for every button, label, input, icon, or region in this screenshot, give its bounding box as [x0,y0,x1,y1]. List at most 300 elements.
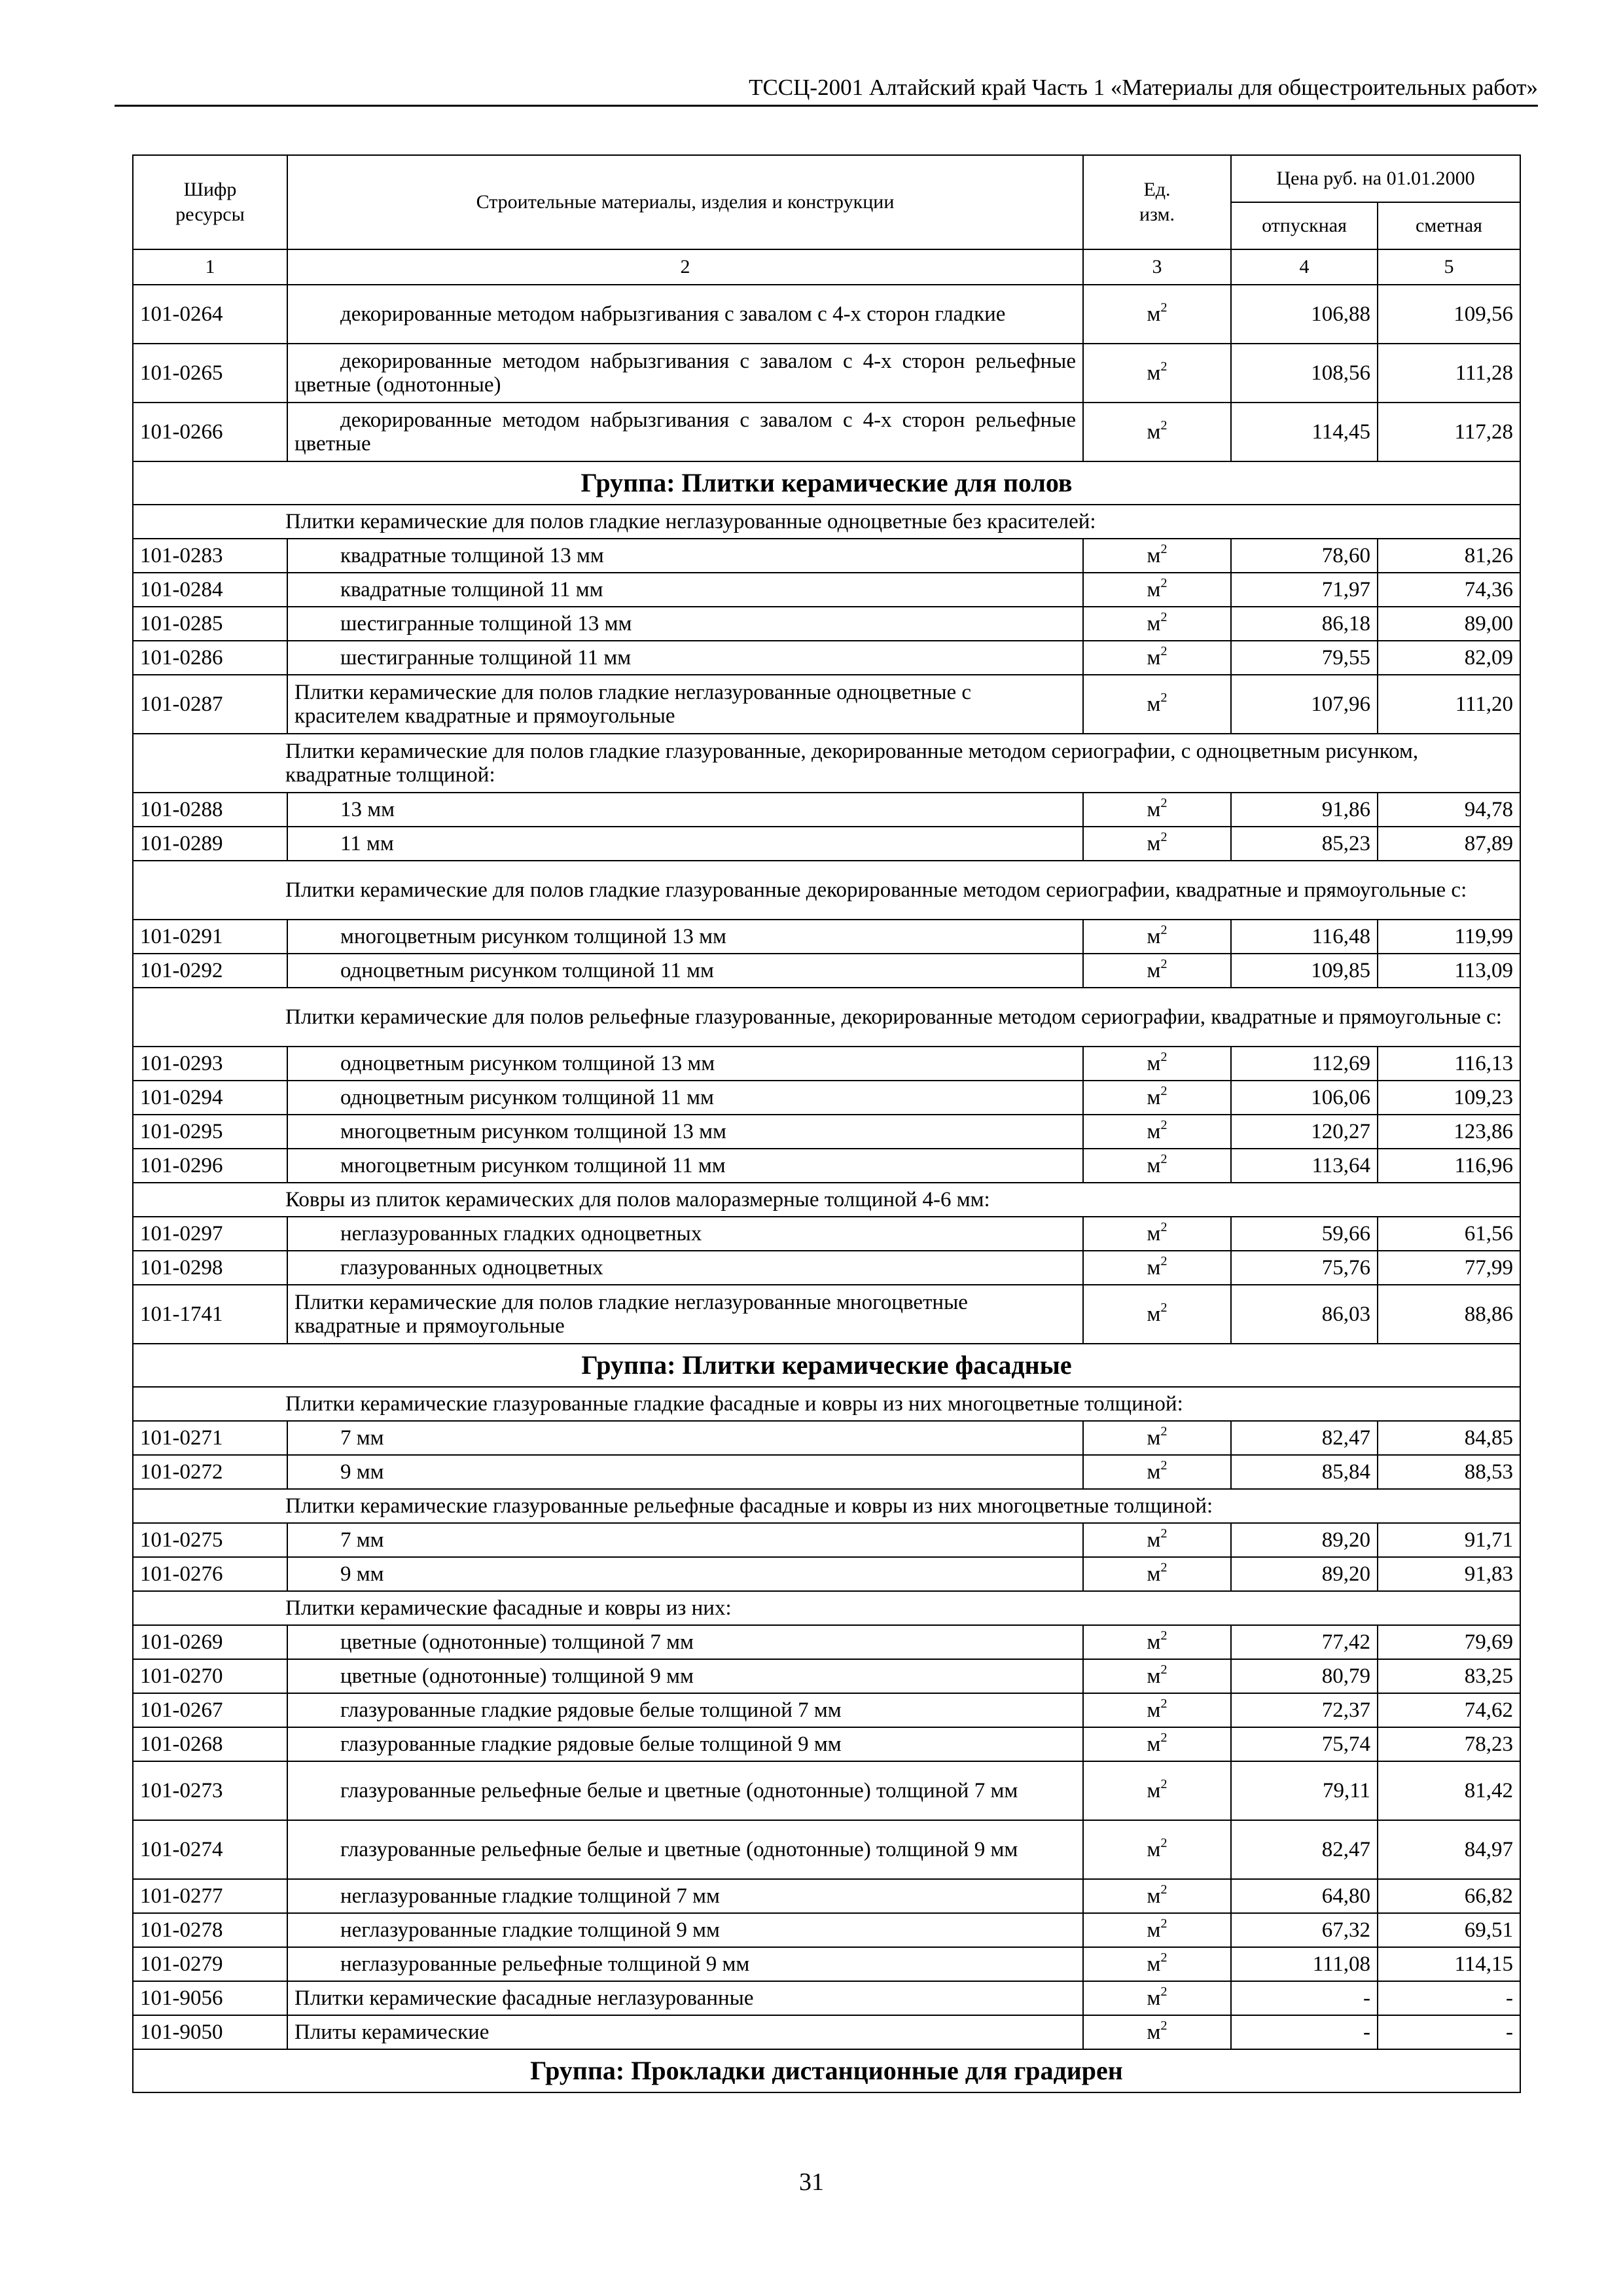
table-row [133,1727,1520,1761]
material-name: неглазурованных гладких одноцветных [287,1217,1083,1251]
estimate-price: 114,15 [1378,1947,1520,1981]
estimate-price: 89,00 [1378,607,1520,641]
material-name: шестигранные толщиной 11 мм [287,641,1083,675]
page-number: 31 [799,2168,824,2196]
release-price: 85,84 [1231,1455,1378,1489]
subheading-row [133,505,1520,539]
group-heading: Группа: Плитки керамические для полов [133,461,1520,505]
estimate-price: 82,09 [1378,641,1520,675]
unit-exponent: 2 [1160,1882,1168,1897]
material-name: многоцветным рисунком толщиной 13 мм [287,1115,1083,1149]
release-price: 71,97 [1231,573,1378,607]
resource-code: 101-0274 [133,1820,287,1879]
table-row [133,954,1520,988]
unit-exponent: 2 [1160,644,1168,658]
subheading-text: Плитки керамические для полов гладкие глазурованные декорированные методом сериографии, квадратные и прямоугольные с: [133,861,1520,920]
subheading-row [133,1591,1520,1625]
release-price: 75,76 [1231,1251,1378,1285]
unit-cell [1083,793,1231,827]
unit-text: м [1147,1460,1161,1484]
material-name: квадратные толщиной 13 мм [287,539,1083,573]
estimate-price: 94,78 [1378,793,1520,827]
estimate-price: 84,97 [1378,1820,1520,1879]
unit-cell [1083,1693,1231,1727]
table-row [133,827,1520,861]
resource-code: 101-0267 [133,1693,287,1727]
table-row [133,1557,1520,1591]
table-row [133,1047,1520,1081]
unit-cell [1083,1115,1231,1149]
unit-cell [1083,1879,1231,1913]
estimate-price: 74,36 [1378,573,1520,607]
material-name: глазурованные гладкие рядовые белые толщиной 7 мм [287,1693,1083,1727]
unit-text: м [1147,1779,1161,1803]
table-row [133,539,1520,573]
unit-text: м [1147,1732,1161,1756]
material-name: Плитки керамические для полов гладкие неглазурованные одноцветные с красителем квадратные и прямоугольные [287,675,1083,734]
table-row [133,1625,1520,1659]
unit-cell [1083,1285,1231,1344]
unit-cell [1083,1251,1231,1285]
header-price-estimate: сметная [1378,202,1520,249]
unit-cell [1083,403,1231,461]
unit-exponent: 2 [1160,1424,1168,1439]
estimate-price: 69,51 [1378,1913,1520,1947]
table-row [133,1693,1520,1727]
estimate-price: - [1378,1981,1520,2015]
resource-code: 101-0296 [133,1149,287,1183]
table-row [133,1913,1520,1947]
unit-text: м [1147,959,1161,982]
unit-exponent: 2 [1160,1526,1168,1541]
unit-exponent: 2 [1160,610,1168,624]
unit-exponent: 2 [1160,1458,1168,1473]
header-price: Цена руб. на 01.01.2000 [1231,155,1520,202]
release-price: 106,06 [1231,1081,1378,1115]
group-heading-row [133,461,1520,505]
estimate-price: 119,99 [1378,920,1520,954]
unit-cell [1083,1047,1231,1081]
resource-code: 101-0287 [133,675,287,734]
column-number: 2 [287,249,1083,285]
resource-code: 101-0284 [133,573,287,607]
unit-cell [1083,641,1231,675]
unit-exponent: 2 [1160,1220,1168,1234]
price-table [132,154,1521,2093]
unit-exponent: 2 [1160,1836,1168,1850]
unit-text: м [1147,420,1161,444]
table-row [133,675,1520,734]
unit-cell [1083,1659,1231,1693]
release-price: 109,85 [1231,954,1378,988]
resource-code: 101-0297 [133,1217,287,1251]
subheading-text: Плитки керамические глазурованные рельефные фасадные и ковры из них многоцветные толщиной: [133,1489,1520,1523]
unit-cell [1083,1149,1231,1183]
table-body [133,285,1520,2092]
material-name: глазурованных одноцветных [287,1251,1083,1285]
estimate-price: 113,09 [1378,954,1520,988]
material-name: многоцветным рисунком толщиной 11 мм [287,1149,1083,1183]
material-name: одноцветным рисунком толщиной 11 мм [287,1081,1083,1115]
estimate-price: 116,13 [1378,1047,1520,1081]
unit-exponent: 2 [1160,418,1168,433]
unit-text: м [1147,925,1161,948]
unit-text: м [1147,1986,1161,2010]
resource-code: 101-0271 [133,1421,287,1455]
unit-text: м [1147,1664,1161,1688]
unit-exponent: 2 [1160,1916,1168,1931]
material-name: декорированные методом набрызгивания с завалом с 4-х сторон гладкие [287,285,1083,344]
unit-cell [1083,1523,1231,1557]
unit-text: м [1147,1256,1161,1280]
estimate-price: - [1378,2015,1520,2049]
subheading-row [133,1183,1520,1217]
estimate-price: 84,85 [1378,1421,1520,1455]
unit-text: м [1147,1562,1161,1586]
release-price: 75,74 [1231,1727,1378,1761]
release-price: 107,96 [1231,675,1378,734]
unit-text: м [1147,1630,1161,1654]
resource-code: 101-0298 [133,1251,287,1285]
table-row [133,2015,1520,2049]
unit-exponent: 2 [1160,1050,1168,1064]
unit-exponent: 2 [1160,1118,1168,1132]
estimate-price: 81,26 [1378,539,1520,573]
resource-code: 101-0288 [133,793,287,827]
release-price: 116,48 [1231,920,1378,954]
unit-text: м [1147,832,1161,855]
unit-cell [1083,1820,1231,1879]
unit-cell [1083,1625,1231,1659]
unit-cell [1083,920,1231,954]
resource-code: 101-0270 [133,1659,287,1693]
subheading-text: Плитки керамические для полов гладкие глазурованные, декорированные методом сериографии, с одноцветным рисунком, квадратные толщиной: [133,734,1520,793]
estimate-price: 83,25 [1378,1659,1520,1693]
subheading-row [133,988,1520,1047]
group-heading: Группа: Плитки керамические фасадные [133,1344,1520,1387]
resource-code: 101-0265 [133,344,287,403]
table-row [133,1523,1520,1557]
material-name: 9 мм [287,1557,1083,1591]
table-row [133,1879,1520,1913]
unit-exponent: 2 [1160,1300,1168,1315]
unit-text: м [1147,1884,1161,1908]
header-title: ТССЦ-2001 Алтайский край Часть 1 «Материалы для общестроительных работ» [749,75,1538,100]
unit-exponent: 2 [1160,830,1168,844]
release-price: 80,79 [1231,1659,1378,1693]
unit-text: м [1147,798,1161,821]
estimate-price: 91,71 [1378,1523,1520,1557]
unit-text: м [1147,302,1161,326]
unit-exponent: 2 [1160,1731,1168,1745]
estimate-price: 111,20 [1378,675,1520,734]
unit-cell [1083,1981,1231,2015]
table-row [133,1455,1520,1489]
unit-cell [1083,1557,1231,1591]
table-row [133,1421,1520,1455]
material-name: 7 мм [287,1523,1083,1557]
estimate-price: 61,56 [1378,1217,1520,1251]
table-row [133,1081,1520,1115]
resource-code: 101-0273 [133,1761,287,1820]
release-price: 85,23 [1231,827,1378,861]
unit-cell [1083,827,1231,861]
material-name: 7 мм [287,1421,1083,1455]
release-price: 64,80 [1231,1879,1378,1913]
unit-cell [1083,1455,1231,1489]
resource-code: 101-9056 [133,1981,287,2015]
unit-exponent: 2 [1160,1662,1168,1677]
material-name: глазурованные рельефные белые и цветные (однотонные) толщиной 9 мм [287,1820,1083,1879]
table-row [133,403,1520,461]
material-name: глазурованные рельефные белые и цветные (однотонные) толщиной 7 мм [287,1761,1083,1820]
release-price: 114,45 [1231,403,1378,461]
material-name: цветные (однотонные) толщиной 7 мм [287,1625,1083,1659]
unit-text: м [1147,1120,1161,1143]
unit-cell [1083,1727,1231,1761]
unit-cell [1083,344,1231,403]
column-number: 1 [133,249,287,285]
release-price: 82,47 [1231,1820,1378,1879]
unit-cell [1083,675,1231,734]
release-price: - [1231,2015,1378,2049]
column-number: 4 [1231,249,1378,285]
unit-exponent: 2 [1160,923,1168,937]
release-price: 79,55 [1231,641,1378,675]
unit-cell [1083,1421,1231,1455]
release-price: 120,27 [1231,1115,1378,1149]
group-heading-row [133,2049,1520,2092]
resource-code: 101-0269 [133,1625,287,1659]
unit-exponent: 2 [1160,691,1168,705]
unit-text: м [1147,1698,1161,1722]
unit-text: м [1147,646,1161,670]
unit-text: м [1147,692,1161,716]
unit-exponent: 2 [1160,300,1168,315]
resource-code: 101-0277 [133,1879,287,1913]
unit-exponent: 2 [1160,1628,1168,1643]
resource-code: 101-0276 [133,1557,287,1591]
release-price: 77,42 [1231,1625,1378,1659]
material-name: Плиты керамические [287,2015,1083,2049]
material-name: шестигранные толщиной 13 мм [287,607,1083,641]
subheading-text: Плитки керамические для полов рельефные глазурованные, декорированные методом сериографии, квадратные и прямоугольные с: [133,988,1520,1047]
release-price: 89,20 [1231,1523,1378,1557]
table-row [133,1947,1520,1981]
material-name: Плитки керамические для полов гладкие неглазурованные многоцветные квадратные и прямоугольные [287,1285,1083,1344]
estimate-price: 88,86 [1378,1285,1520,1344]
resource-code: 101-0266 [133,403,287,461]
unit-exponent: 2 [1160,1254,1168,1268]
table-row [133,1659,1520,1693]
resource-code: 101-0289 [133,827,287,861]
table-row [133,1285,1520,1344]
group-heading-row [133,1344,1520,1387]
estimate-price: 66,82 [1378,1879,1520,1913]
material-name: одноцветным рисунком толщиной 13 мм [287,1047,1083,1081]
unit-text: м [1147,1952,1161,1976]
subheading-text: Ковры из плиток керамических для полов малоразмерные толщиной 4-6 мм: [133,1183,1520,1217]
header-name: Строительные материалы, изделия и конструкции [287,155,1083,249]
unit-text: м [1147,1838,1161,1861]
release-price: 59,66 [1231,1217,1378,1251]
resource-code: 101-0286 [133,641,287,675]
unit-cell [1083,2015,1231,2049]
table-row [133,573,1520,607]
resource-code: 101-0292 [133,954,287,988]
subheading-row [133,1387,1520,1421]
table-row [133,793,1520,827]
unit-cell [1083,573,1231,607]
material-name: неглазурованные рельефные толщиной 9 мм [287,1947,1083,1981]
material-name: Плитки керамические фасадные неглазурованные [287,1981,1083,2015]
unit-exponent: 2 [1160,1152,1168,1166]
page-header [115,72,1538,107]
unit-text: м [1147,544,1161,567]
estimate-price: 109,56 [1378,285,1520,344]
estimate-price: 78,23 [1378,1727,1520,1761]
table-row [133,1761,1520,1820]
release-price: 78,60 [1231,539,1378,573]
release-price: 111,08 [1231,1947,1378,1981]
estimate-price: 116,96 [1378,1149,1520,1183]
resource-code: 101-0272 [133,1455,287,1489]
resource-code: 101-0295 [133,1115,287,1149]
unit-text: м [1147,1154,1161,1177]
unit-text: м [1147,1528,1161,1552]
table-row [133,1149,1520,1183]
estimate-price: 77,99 [1378,1251,1520,1285]
subheading-row [133,734,1520,793]
resource-code: 101-9050 [133,2015,287,2049]
unit-exponent: 2 [1160,1696,1168,1711]
unit-exponent: 2 [1160,1984,1168,1999]
table-row [133,641,1520,675]
release-price: 86,03 [1231,1285,1378,1344]
release-price: 79,11 [1231,1761,1378,1820]
resource-code: 101-0294 [133,1081,287,1115]
header-unit: Ед. изм. [1083,155,1231,249]
release-price: 106,88 [1231,285,1378,344]
release-price: 82,47 [1231,1421,1378,1455]
material-name: 9 мм [287,1455,1083,1489]
release-price: 91,86 [1231,793,1378,827]
table-row [133,920,1520,954]
material-name: цветные (однотонные) толщиной 9 мм [287,1659,1083,1693]
estimate-price: 81,42 [1378,1761,1520,1820]
subheading-row [133,1489,1520,1523]
release-price: 112,69 [1231,1047,1378,1081]
table-row [133,607,1520,641]
header-code: Шифр ресурсы [133,155,287,249]
material-name: неглазурованные гладкие толщиной 7 мм [287,1879,1083,1913]
unit-cell [1083,1947,1231,1981]
resource-code: 101-0279 [133,1947,287,1981]
estimate-price: 74,62 [1378,1693,1520,1727]
column-numbers-row [133,249,1520,285]
column-number: 5 [1378,249,1520,285]
estimate-price: 123,86 [1378,1115,1520,1149]
unit-exponent: 2 [1160,542,1168,556]
table-row [133,1217,1520,1251]
material-name: декорированные методом набрызгивания с завалом с 4-х сторон рельефные цветные [287,403,1083,461]
resource-code: 101-1741 [133,1285,287,1344]
table-row [133,1251,1520,1285]
estimate-price: 79,69 [1378,1625,1520,1659]
subheading-row [133,861,1520,920]
unit-text: м [1147,1222,1161,1246]
table-row [133,1981,1520,2015]
resource-code: 101-0285 [133,607,287,641]
release-price: 86,18 [1231,607,1378,641]
material-name: глазурованные гладкие рядовые белые толщиной 9 мм [287,1727,1083,1761]
release-price: 113,64 [1231,1149,1378,1183]
unit-cell [1083,954,1231,988]
header-price-release: отпускная [1231,202,1378,249]
release-price: 89,20 [1231,1557,1378,1591]
unit-exponent: 2 [1160,576,1168,590]
release-price: 72,37 [1231,1693,1378,1727]
estimate-price: 109,23 [1378,1081,1520,1115]
material-name: 13 мм [287,793,1083,827]
resource-code: 101-0293 [133,1047,287,1081]
unit-exponent: 2 [1160,957,1168,971]
unit-exponent: 2 [1160,2018,1168,2033]
unit-exponent: 2 [1160,1084,1168,1098]
table-row [133,1820,1520,1879]
material-name: неглазурованные гладкие толщиной 9 мм [287,1913,1083,1947]
material-name: квадратные толщиной 11 мм [287,573,1083,607]
material-name: 11 мм [287,827,1083,861]
unit-exponent: 2 [1160,1560,1168,1575]
unit-text: м [1147,1086,1161,1109]
estimate-price: 111,28 [1378,344,1520,403]
resource-code: 101-0275 [133,1523,287,1557]
unit-cell [1083,539,1231,573]
material-name: декорированные методом набрызгивания с завалом с 4-х сторон рельефные цветные (однотонные) [287,344,1083,403]
unit-text: м [1147,578,1161,601]
unit-text: м [1147,1426,1161,1450]
estimate-price: 87,89 [1378,827,1520,861]
unit-exponent: 2 [1160,1950,1168,1965]
release-price: 108,56 [1231,344,1378,403]
group-heading: Группа: Прокладки дистанционные для градирен [133,2049,1520,2092]
unit-cell [1083,285,1231,344]
column-number: 3 [1083,249,1231,285]
release-price: - [1231,1981,1378,2015]
unit-text: м [1147,612,1161,636]
unit-cell [1083,607,1231,641]
unit-exponent: 2 [1160,1777,1168,1791]
estimate-price: 91,83 [1378,1557,1520,1591]
resource-code: 101-0268 [133,1727,287,1761]
unit-text: м [1147,361,1161,385]
subheading-text: Плитки керамические для полов гладкие неглазурованные одноцветные без красителей: [133,505,1520,539]
unit-exponent: 2 [1160,796,1168,810]
table-row [133,285,1520,344]
subheading-text: Плитки керамические фасадные и ковры из них: [133,1591,1520,1625]
resource-code: 101-0278 [133,1913,287,1947]
unit-text: м [1147,1918,1161,1942]
resource-code: 101-0291 [133,920,287,954]
unit-cell [1083,1217,1231,1251]
unit-text: м [1147,1302,1161,1326]
table-row [133,344,1520,403]
unit-cell [1083,1761,1231,1820]
estimate-price: 117,28 [1378,403,1520,461]
subheading-text: Плитки керамические глазурованные гладкие фасадные и ковры из них многоцветные толщиной: [133,1387,1520,1421]
unit-cell [1083,1913,1231,1947]
